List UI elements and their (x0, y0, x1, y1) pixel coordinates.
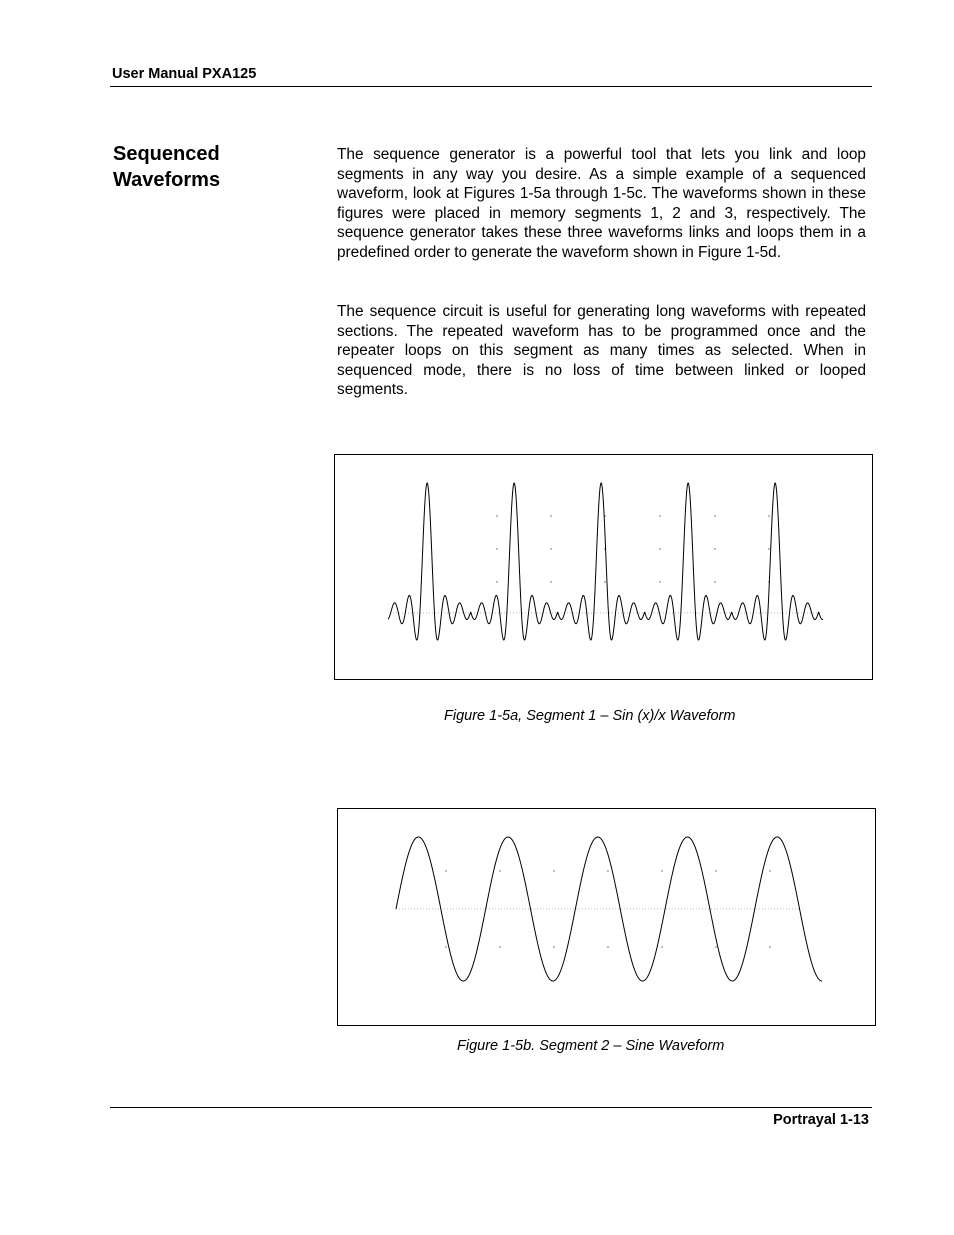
grid-dot (607, 946, 608, 947)
figure-1-5a-caption: Figure 1-5a, Segment 1 – Sin (x)/x Waveform (444, 708, 736, 724)
grid-dot (769, 870, 770, 871)
grid-dot (499, 870, 500, 871)
grid-dot (715, 870, 716, 871)
grid-dot (659, 515, 660, 516)
grid-dot (768, 515, 769, 516)
grid-dot (714, 515, 715, 516)
body-paragraph-2: The sequence circuit is useful for generating long waveforms with repeated sections. The repeated waveform has to be programmed once and the repeater loops on this segment as many times as selected. When in sequenced mode, there is no loss of time between linked or looped segments. (337, 303, 866, 398)
header-rule (110, 86, 872, 87)
figure-1-5b-grid (396, 870, 800, 947)
figure-1-5b-caption: Figure 1-5b. Segment 2 – Sine Waveform (457, 1038, 725, 1054)
grid-dot (714, 581, 715, 582)
grid-dot (553, 946, 554, 947)
grid-dot (499, 946, 500, 947)
sinc-waveform-line (388, 483, 823, 640)
section-heading (113, 141, 313, 193)
body-paragraph-1: The sequence generator is a powerful tool that lets you link and loop segments in any way you desire. As a simple example of a sequenced waveform, look at Figures 1-5a through 1-5c. The waveforms shown in these figures were placed in memory segments 1, 2 and 3, respectively. The sequence generator takes these three waveforms links and loops them in a predefined order to generate the waveform shown in Figure 1-5d. (337, 146, 866, 261)
grid-dot (661, 946, 662, 947)
grid-dot (445, 870, 446, 871)
section-heading-line2: Waveforms (113, 169, 221, 191)
figure-1-5a-frame (334, 454, 873, 680)
grid-dot (769, 946, 770, 947)
grid-dot (550, 515, 551, 516)
footer-rule (110, 1107, 872, 1108)
grid-dot (496, 548, 497, 549)
grid-dot (550, 548, 551, 549)
grid-dot (768, 548, 769, 549)
grid-dot (659, 548, 660, 549)
footer-page-label: Portrayal 1-13 (773, 1112, 869, 1128)
figure-1-5b-plot (338, 809, 875, 1025)
figure-1-5a-plot (335, 455, 872, 679)
grid-dot (714, 548, 715, 549)
grid-dot (553, 870, 554, 871)
grid-dot (659, 581, 660, 582)
header-title: User Manual PXA125 (112, 66, 257, 82)
grid-dot (604, 581, 605, 582)
grid-dot (607, 870, 608, 871)
figure-1-5b-frame (337, 808, 876, 1026)
section-heading-line1: Sequenced (113, 143, 220, 165)
grid-dot (550, 581, 551, 582)
grid-dot (715, 946, 716, 947)
grid-dot (496, 515, 497, 516)
grid-dot (445, 946, 446, 947)
grid-dot (661, 870, 662, 871)
grid-dot (496, 581, 497, 582)
